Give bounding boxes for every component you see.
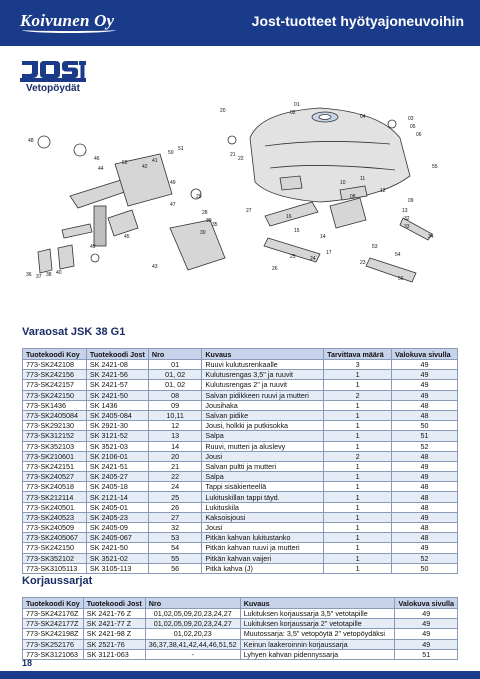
table-cell: 1 (324, 421, 392, 431)
table-cell: SK 2421-08 (86, 360, 148, 370)
table-row (23, 629, 458, 639)
section-title: Vetopöydät (26, 83, 80, 94)
table-cell: 48 (392, 523, 458, 533)
svg-text:29: 29 (196, 194, 202, 200)
col-description: Kuvaus (202, 349, 324, 360)
table-cell: 49 (395, 619, 458, 629)
table-row (23, 431, 458, 441)
table-cell: 773-SK1436 (23, 400, 87, 410)
table-cell: 49 (395, 629, 458, 639)
table-cell: 01, 02 (148, 380, 201, 390)
table-cell: Keinun laakeroinnin korjaussarja (240, 639, 395, 649)
table-row (23, 502, 458, 512)
table-cell: Muutossarja: 3,5" vetopöytä 2" vetopöydäksi (240, 629, 395, 639)
table-cell: SK 3521-02 (86, 553, 148, 563)
svg-text:56: 56 (398, 276, 404, 282)
table-cell: 32 (148, 523, 201, 533)
table-cell: 55 (148, 553, 201, 563)
table-cell: 13 (148, 431, 201, 441)
table-cell: 14 (148, 441, 201, 451)
table-row (23, 543, 458, 553)
svg-text:32: 32 (404, 216, 410, 222)
kits-heading: Korjaussarjat (22, 575, 93, 587)
svg-text:53: 53 (372, 244, 378, 250)
kits-table-body (23, 609, 458, 660)
table-row (23, 461, 458, 471)
table-cell: 51 (395, 649, 458, 659)
table-row (23, 523, 458, 533)
table-cell: SK 2421-77 Z (83, 619, 145, 629)
table-cell: 1 (324, 512, 392, 522)
table-cell: 48 (392, 451, 458, 461)
table-cell: 773-SK2405067 (23, 533, 87, 543)
table-cell: 773-SK242151 (23, 461, 87, 471)
table-row (23, 380, 458, 390)
parts-header-row (23, 349, 458, 360)
svg-text:20: 20 (220, 108, 226, 114)
table-cell: Kulutusrengas 2" ja ruuvit (202, 380, 324, 390)
svg-text:16: 16 (286, 214, 292, 220)
table-cell: Ruuvi kulutusrenkaalle (202, 360, 324, 370)
table-cell: 49 (392, 390, 458, 400)
kits-header-row (23, 598, 458, 609)
table-cell: 1 (324, 441, 392, 451)
table-cell: 48 (392, 533, 458, 543)
table-cell: SK 2421-56 (86, 370, 148, 380)
table-row (23, 370, 458, 380)
table-cell: 48 (392, 410, 458, 420)
table-cell: SK 2106-01 (86, 451, 148, 461)
svg-text:03: 03 (408, 116, 414, 122)
table-cell: Pitkän kahvan ruuvi ja mutteri (202, 543, 324, 553)
table-cell: 773-SK240527 (23, 472, 87, 482)
table-cell: 54 (148, 543, 201, 553)
table-cell: SK 3105-113 (86, 563, 148, 573)
table-cell: 1 (324, 410, 392, 420)
table-cell: SK 2421-50 (86, 390, 148, 400)
table-cell: 48 (392, 502, 458, 512)
table-cell: Kulutusrengas 3,5" ja ruuvit (202, 370, 324, 380)
table-cell: 49 (392, 512, 458, 522)
table-cell: 1 (324, 553, 392, 563)
svg-text:24: 24 (310, 256, 316, 262)
svg-text:40: 40 (56, 270, 62, 276)
svg-text:41: 41 (152, 158, 158, 164)
table-cell: Lukituskila (202, 502, 324, 512)
table-cell: 773-SK240523 (23, 512, 87, 522)
table-cell: 773-SK3105113 (23, 563, 87, 573)
svg-text:43: 43 (152, 264, 158, 270)
svg-text:06: 06 (416, 132, 422, 138)
table-cell: SK 2405-01 (86, 502, 148, 512)
table-cell: 773-SK352102 (23, 553, 87, 563)
col-photo-page: Valokuva sivulla (392, 349, 458, 360)
table-cell: Ruuvi, mutteri ja aluslevy (202, 441, 324, 451)
svg-text:30: 30 (206, 218, 212, 224)
svg-text:54: 54 (395, 252, 401, 258)
table-cell: 1 (324, 523, 392, 533)
exploded-parts-diagram (20, 98, 460, 298)
col-quantity: Tarvittava määrä (324, 349, 392, 360)
table-cell: 08 (148, 390, 201, 400)
table-cell: 1 (324, 533, 392, 543)
svg-text:21: 21 (230, 152, 236, 158)
table-cell: 1 (324, 431, 392, 441)
table-cell: 48 (392, 400, 458, 410)
table-cell: 49 (392, 461, 458, 471)
table-cell: SK 2421-76 Z (83, 609, 145, 619)
table-cell: 50 (392, 563, 458, 573)
table-cell: 49 (392, 380, 458, 390)
table-cell: 49 (392, 472, 458, 482)
svg-text:38: 38 (46, 272, 52, 278)
col-nro: Nro (145, 598, 240, 609)
svg-text:37: 37 (36, 274, 42, 280)
table-cell: Jousihaka (202, 400, 324, 410)
table-row (23, 390, 458, 400)
table-cell: SK 2421-98 Z (83, 629, 145, 639)
svg-text:02: 02 (290, 110, 296, 116)
brand-underline (20, 78, 86, 82)
svg-text:28: 28 (202, 210, 208, 216)
table-row (23, 563, 458, 573)
col-jost-code: Tuotekoodi Jost (86, 349, 148, 360)
table-row (23, 472, 458, 482)
table-cell: 1 (324, 543, 392, 553)
koivunen-logo (20, 7, 120, 35)
table-cell: Lyhyen kahvan pidennyssarja (240, 649, 395, 659)
table-row (23, 421, 458, 431)
table-cell: 773-SK242198Z (23, 629, 84, 639)
table-cell: 773-SK242176Z (23, 609, 84, 619)
table-cell: 773-SK210601 (23, 451, 87, 461)
svg-text:49: 49 (170, 180, 176, 186)
table-cell: Lukituksen korjaussarja 2" vetotapille (240, 619, 395, 629)
parts-heading: Varaosat JSK 38 G1 (22, 326, 126, 338)
table-cell: 773-SK3121063 (23, 649, 84, 659)
table-row (23, 482, 458, 492)
table-cell: 773-SK240518 (23, 482, 87, 492)
table-row (23, 609, 458, 619)
table-row (23, 451, 458, 461)
svg-text:51: 51 (178, 146, 184, 152)
table-cell: 773-SK242150 (23, 543, 87, 553)
table-cell: SK 2421-50 (86, 543, 148, 553)
svg-text:45: 45 (124, 234, 130, 240)
table-cell: 48 (392, 482, 458, 492)
table-cell: SK 2405-067 (86, 533, 148, 543)
table-cell: 773-SK242108 (23, 360, 87, 370)
kits-table (22, 597, 458, 660)
table-cell: SK 2521-76 (83, 639, 145, 649)
table-cell: 10,11 (148, 410, 201, 420)
table-cell: Jousi (202, 451, 324, 461)
table-cell: 53 (148, 533, 201, 543)
page-header (0, 0, 480, 46)
table-cell: 2 (324, 451, 392, 461)
col-description: Kuvaus (240, 598, 395, 609)
svg-text:52: 52 (122, 160, 128, 166)
table-cell: 3 (324, 360, 392, 370)
table-cell: Lukituksen korjaussarja 3,5" vetotapille (240, 609, 395, 619)
svg-text:12: 12 (380, 188, 386, 194)
table-cell: 24 (148, 482, 201, 492)
table-cell: - (145, 649, 240, 659)
table-cell: 52 (392, 553, 458, 563)
table-cell: 773-SK312152 (23, 431, 87, 441)
table-cell: 773-SK242177Z (23, 619, 84, 629)
table-cell: 09 (148, 400, 201, 410)
col-koy-code: Tuotekoodi Koy (23, 349, 87, 360)
svg-text:42: 42 (142, 164, 148, 170)
table-cell: SK 2921-30 (86, 421, 148, 431)
table-cell: 25 (148, 492, 201, 502)
table-cell: 773-SK212114 (23, 492, 87, 502)
table-row (23, 649, 458, 659)
table-cell: Tappi sisäkierteellä (202, 482, 324, 492)
table-cell: 21 (148, 461, 201, 471)
table-cell: SK 3521-03 (86, 441, 148, 451)
table-cell: 773-SK242156 (23, 370, 87, 380)
header-title: Jost-tuotteet hyötyajoneuvoihin (251, 13, 464, 29)
table-row (23, 553, 458, 563)
svg-text:22: 22 (238, 156, 244, 162)
table-cell: Pitkä kahva (J) (202, 563, 324, 573)
table-cell: 48 (392, 492, 458, 502)
table-row (23, 410, 458, 420)
svg-text:26: 26 (272, 266, 278, 272)
logo-swoosh (22, 27, 116, 33)
svg-text:13: 13 (402, 208, 408, 214)
svg-text:30: 30 (200, 230, 206, 236)
table-cell: 773-SK292130 (23, 421, 87, 431)
svg-text:04: 04 (360, 114, 366, 120)
table-cell: 1 (324, 563, 392, 573)
table-cell: SK 3121-52 (86, 431, 148, 441)
table-cell: 51 (392, 431, 458, 441)
svg-text:35: 35 (212, 222, 218, 228)
svg-text:33: 33 (404, 224, 410, 230)
table-row (23, 639, 458, 649)
table-cell: SK 2405-18 (86, 482, 148, 492)
table-cell: 20 (148, 451, 201, 461)
table-cell: 49 (392, 543, 458, 553)
col-koy-code: Tuotekoodi Koy (23, 598, 84, 609)
col-photo-page: Valokuva sivulla (395, 598, 458, 609)
table-row (23, 360, 458, 370)
table-row (23, 619, 458, 629)
footer-bar (0, 671, 480, 679)
table-cell: Salvan pidike (202, 410, 324, 420)
table-cell: SK 2421-57 (86, 380, 148, 390)
table-cell: SK 3121-063 (83, 649, 145, 659)
logo-text: Koivunen Oy (20, 11, 115, 30)
svg-text:14: 14 (320, 234, 326, 240)
table-cell: SK 2405-23 (86, 512, 148, 522)
table-cell: 773-SK242157 (23, 380, 87, 390)
svg-text:08: 08 (350, 194, 356, 200)
table-cell: 27 (148, 512, 201, 522)
table-cell: 49 (392, 370, 458, 380)
table-cell: SK 2405-09 (86, 523, 148, 533)
table-cell: Jousi (202, 523, 324, 533)
svg-text:47: 47 (170, 202, 176, 208)
svg-text:50: 50 (168, 150, 174, 156)
table-cell: 773-SK240501 (23, 502, 87, 512)
table-cell: Salpa (202, 431, 324, 441)
table-cell: Jousi, holkki ja putkisokka (202, 421, 324, 431)
svg-text:44: 44 (98, 166, 104, 172)
table-cell: Salvan pultti ja mutteri (202, 461, 324, 471)
table-cell: 1 (324, 482, 392, 492)
svg-text:49: 49 (90, 244, 96, 250)
table-cell: 1 (324, 472, 392, 482)
svg-text:25: 25 (290, 254, 296, 260)
table-cell: SK 2121-14 (86, 492, 148, 502)
table-row (23, 512, 458, 522)
svg-text:01: 01 (294, 102, 300, 108)
table-cell: 773-SK242150 (23, 390, 87, 400)
table-cell: Pitkän kahvan vaijeri (202, 553, 324, 563)
table-row (23, 441, 458, 451)
svg-text:46: 46 (94, 156, 100, 162)
table-cell: 49 (395, 639, 458, 649)
table-cell: 2 (324, 390, 392, 400)
table-cell: SK 1436 (86, 400, 148, 410)
table-cell: 01, 02 (148, 370, 201, 380)
table-cell: Salvan pidikkeen ruuvi ja mutteri (202, 390, 324, 400)
svg-text:11: 11 (360, 176, 366, 182)
table-cell: Salpa (202, 472, 324, 482)
table-row (23, 492, 458, 502)
table-cell: 50 (392, 421, 458, 431)
svg-text:48: 48 (28, 138, 34, 144)
table-cell: 26 (148, 502, 201, 512)
table-cell: 1 (324, 370, 392, 380)
table-cell: 01,02,05,09,20,23,24,27 (145, 619, 240, 629)
table-cell: 56 (148, 563, 201, 573)
col-nro: Nro (148, 349, 201, 360)
svg-text:55: 55 (432, 164, 438, 170)
svg-text:10: 10 (340, 180, 346, 186)
svg-text:09: 09 (408, 198, 414, 204)
table-cell: 49 (392, 360, 458, 370)
table-row (23, 533, 458, 543)
table-cell: SK 2421-51 (86, 461, 148, 471)
table-cell: 773-SK252176 (23, 639, 84, 649)
table-cell: 1 (324, 492, 392, 502)
svg-text:15: 15 (294, 228, 300, 234)
svg-text:34: 34 (428, 234, 434, 240)
table-cell: 1 (324, 380, 392, 390)
table-cell: Kaksoisjousi (202, 512, 324, 522)
table-cell: Pitkän kahvan lukitustanko (202, 533, 324, 543)
table-cell: 773-SK352103 (23, 441, 87, 451)
table-cell: 01,02,20,23 (145, 629, 240, 639)
table-cell: 01,02,05,09,20,23,24,27 (145, 609, 240, 619)
svg-text:05: 05 (410, 124, 416, 130)
table-cell: 12 (148, 421, 201, 431)
table-cell: 01 (148, 360, 201, 370)
col-jost-code: Tuotekoodi Jost (83, 598, 145, 609)
table-cell: 49 (395, 609, 458, 619)
table-cell: 22 (148, 472, 201, 482)
parts-table (22, 348, 458, 574)
table-cell: SK 2405-084 (86, 410, 148, 420)
table-row (23, 400, 458, 410)
svg-text:17: 17 (326, 250, 332, 256)
page-number: 18 (22, 658, 33, 668)
table-cell: 36,37,38,41,42,44,46,51,52 (145, 639, 240, 649)
table-cell: 52 (392, 441, 458, 451)
table-cell: 1 (324, 461, 392, 471)
table-cell: Lukituskillan tappi täyd. (202, 492, 324, 502)
table-cell: 773-SK2405084 (23, 410, 87, 420)
svg-text:23: 23 (360, 260, 366, 266)
table-cell: SK 2405-27 (86, 472, 148, 482)
table-cell: 1 (324, 502, 392, 512)
svg-text:27: 27 (246, 208, 252, 214)
parts-table-body (23, 360, 458, 574)
table-cell: 1 (324, 400, 392, 410)
svg-text:36: 36 (26, 272, 32, 278)
table-cell: 773-SK240509 (23, 523, 87, 533)
